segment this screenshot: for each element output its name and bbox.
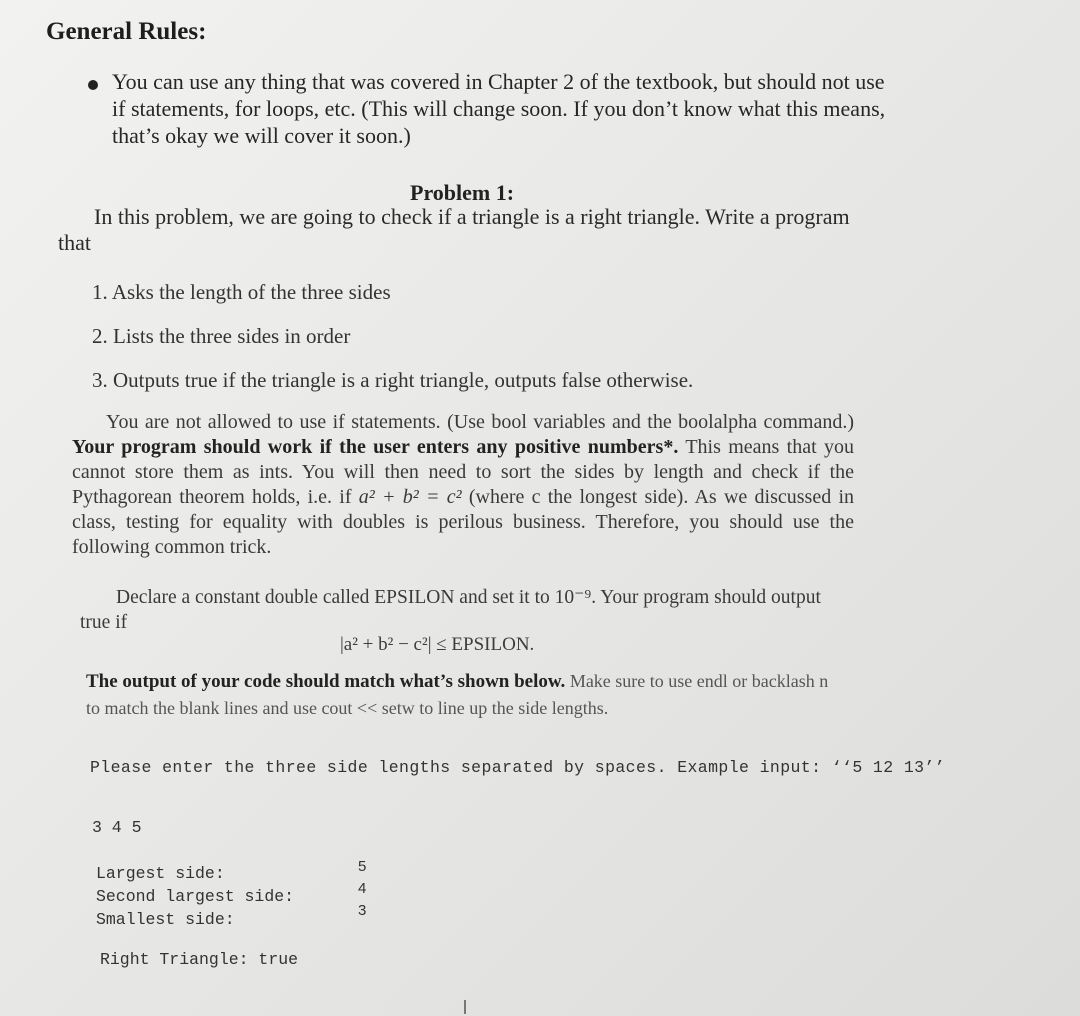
sample-prompt: Please enter the three side lengths separated by spaces. Example input: ‘‘5 12 13’’ bbox=[90, 758, 946, 777]
output-bold: The output of your code should match what’s shown below. bbox=[86, 671, 566, 692]
step-item: 1. Asks the length of the three sides bbox=[92, 280, 391, 304]
value-largest: 5 bbox=[358, 858, 367, 875]
output-text: Make sure to use endl or backlash n to match the blank lines and use cout << setw to line up the side lengths. bbox=[86, 671, 829, 718]
epsilon-formula: |a² + b² − c²| ≤ EPSILON. bbox=[340, 634, 535, 655]
steps-list bbox=[92, 278, 872, 410]
sample-labels bbox=[96, 862, 294, 931]
rule-item: You can use any thing that was covered in Chapter 2 of the textbook, but should not use if statements, for loops, etc. (This will change soon. If you don’t know what this means, that’s okay we will cover it soon.) bbox=[112, 69, 886, 148]
page-mark bbox=[464, 1000, 466, 1014]
label-second: Second largest side: bbox=[96, 887, 295, 906]
instructions-bold: Your program should work if the user enters any positive numbers*. bbox=[72, 436, 679, 458]
problem-title: Problem 1: bbox=[410, 180, 515, 205]
step-item: 2. Lists the three sides in order bbox=[92, 324, 351, 348]
label-largest: Largest side: bbox=[96, 864, 225, 883]
rules-list bbox=[88, 68, 888, 149]
problem-intro: In this problem, we are going to check if a triangle is a right triangle. Write a program that bbox=[58, 204, 850, 255]
step-item: 3. Outputs true if the triangle is a right triangle, outputs false otherwise. bbox=[92, 368, 694, 392]
label-smallest: Smallest side: bbox=[96, 910, 235, 929]
instructions-text: This means that you cannot store them as ints. You will then need to sort the sides by length and check if the Pythagorean theorem holds, i.e. if bbox=[72, 436, 855, 508]
instructions-paragraph bbox=[72, 410, 854, 560]
sample-result: Right Triangle: true bbox=[100, 950, 299, 969]
pythagorean-equation: a² + b² = c² bbox=[358, 486, 462, 508]
sample-input: 3 4 5 bbox=[92, 818, 142, 837]
value-second: 4 bbox=[358, 880, 367, 897]
epsilon-paragraph: Declare a constant double called EPSILON and set it to 10⁻⁹. Your program should output true if bbox=[80, 587, 821, 633]
value-smallest: 3 bbox=[358, 902, 367, 919]
section-heading: General Rules: bbox=[46, 18, 207, 45]
output-instructions bbox=[86, 668, 846, 721]
bullet-icon bbox=[88, 80, 98, 90]
sample-values bbox=[358, 856, 366, 922]
instructions-text: (where c the longest side). As we discussed in class, testing for equality with doubles is perilous business. Therefore, you should use the following common trick. bbox=[72, 486, 854, 558]
instructions-text: You are not allowed to use if statements. (Use bool variables and the boolalpha command.) bbox=[106, 411, 854, 433]
